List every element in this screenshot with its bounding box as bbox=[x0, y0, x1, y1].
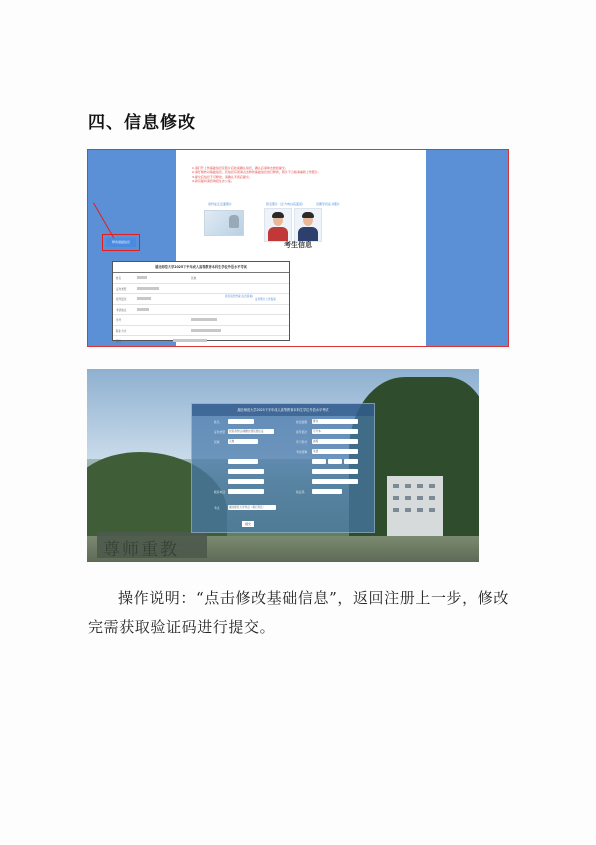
form-row bbox=[192, 478, 374, 486]
row-label: 考试地点 bbox=[116, 308, 127, 312]
row-label: 证件类型 bbox=[116, 287, 127, 291]
field-label: 学习形式 bbox=[296, 440, 308, 444]
form-title: 湖北师范大学2025下半年成人高等教育本科生学位外语水平考试 bbox=[192, 404, 374, 416]
notice-block bbox=[192, 166, 392, 184]
screenshot-registration-form bbox=[87, 369, 479, 562]
value-blur bbox=[137, 308, 149, 311]
id-card-photo bbox=[204, 210, 244, 236]
form-row bbox=[192, 504, 374, 512]
portrait-photo-2 bbox=[294, 208, 322, 242]
study-form-select[interactable]: 函授 bbox=[312, 439, 358, 444]
row-label: 姓名 bbox=[116, 277, 122, 280]
id-type-select[interactable]: 居民身份证/港澳台居民居住证 bbox=[228, 429, 274, 434]
form-row bbox=[192, 418, 374, 426]
form-row bbox=[192, 458, 374, 466]
form-row bbox=[192, 488, 374, 496]
select-input[interactable] bbox=[328, 459, 342, 464]
photo-caption: 报名照片（正方向白底蓝底） bbox=[266, 202, 306, 206]
table-row bbox=[113, 284, 289, 295]
row-label: 学号 bbox=[116, 319, 122, 322]
check-info-link[interactable]: 报名信息核查(点击查看) bbox=[225, 295, 253, 298]
stone-sign bbox=[97, 532, 207, 558]
stone-text: 尊师重教 bbox=[103, 540, 179, 560]
field-label: 姓名 bbox=[214, 420, 220, 424]
form-row bbox=[192, 428, 374, 436]
field-label: 民族 bbox=[214, 440, 220, 444]
select-input[interactable] bbox=[344, 459, 358, 464]
text-input[interactable] bbox=[228, 459, 258, 464]
row-label: 民族 bbox=[191, 277, 197, 280]
portrait-photo bbox=[264, 208, 292, 242]
notice-line: 1.请打开上传基础信息及照片后检查确认信息，确认后请单击按钮提交。 bbox=[192, 166, 288, 170]
row-label: 报考层次 bbox=[116, 298, 127, 301]
registration-form bbox=[191, 403, 375, 533]
upload-guide-link[interactable]: 证件照片上传指南 bbox=[255, 298, 276, 301]
building bbox=[387, 476, 443, 540]
photo-caption: 近期学历证书照片 bbox=[316, 202, 341, 206]
field-label: 考点 bbox=[214, 506, 220, 510]
text-input[interactable] bbox=[312, 479, 358, 484]
table-row bbox=[113, 305, 289, 316]
text-input[interactable] bbox=[228, 479, 264, 484]
submit-button[interactable]: 提交 bbox=[242, 521, 254, 527]
name-input[interactable] bbox=[228, 419, 254, 424]
notice-line: 3.提交后信息不可修改，请确认无误后提交。 bbox=[192, 174, 252, 179]
notice-line: 2.请仔细核对基础信息，若信息有误请点击修改基础信息进行修改，照片不合格请重新上传照片。 bbox=[192, 170, 321, 175]
table-row bbox=[113, 294, 289, 305]
field-label: 验证码 bbox=[296, 490, 305, 494]
table-row bbox=[113, 315, 289, 326]
value-blur bbox=[137, 276, 147, 279]
field-label: 联系电话 bbox=[214, 490, 226, 494]
text-input[interactable] bbox=[312, 469, 358, 474]
notice-line: 4.如有疑问请咨询招生办公室。 bbox=[192, 179, 234, 184]
photo-caption: 身份证正反面照片 bbox=[208, 202, 233, 206]
select-input[interactable] bbox=[312, 459, 326, 464]
language-select[interactable]: 英语 bbox=[312, 449, 358, 454]
field-label: 考试语种 bbox=[296, 450, 308, 454]
value-blur bbox=[137, 297, 151, 300]
field-label: 政治面貌 bbox=[296, 420, 308, 424]
level-select[interactable]: 专升本 bbox=[312, 429, 358, 434]
ethnicity-select[interactable]: 汉族 bbox=[228, 439, 258, 444]
table-row bbox=[113, 326, 289, 337]
section-heading: 四、信息修改 bbox=[88, 113, 196, 133]
value-blur bbox=[173, 339, 207, 342]
info-table bbox=[112, 261, 290, 341]
exam-site-select[interactable]: 湖北师范大学考点（黄石考区） bbox=[228, 505, 276, 510]
table-title: 湖北师范大学2025下半年成人高等教育本科生学位外语水平考试 bbox=[113, 262, 289, 273]
instruction-caption: 操作说明：“点击修改基础信息”，返回注册上一步，修改完需获取验证码进行提交。 bbox=[88, 589, 509, 636]
info-title: 考生信息 bbox=[284, 241, 312, 249]
table-row bbox=[113, 336, 289, 346]
value-blur bbox=[191, 329, 221, 332]
modify-basic-info-button[interactable]: 修改基础信息 bbox=[106, 238, 136, 247]
phone-input[interactable] bbox=[228, 489, 264, 494]
field-label: 证件类型 bbox=[214, 430, 226, 434]
captcha-input[interactable] bbox=[312, 489, 342, 494]
form-row bbox=[192, 468, 374, 476]
text-input[interactable] bbox=[228, 469, 264, 474]
row-label: 照片 bbox=[116, 340, 122, 343]
table-row bbox=[113, 273, 289, 284]
field-label: 报考层次 bbox=[296, 430, 308, 434]
photo-row bbox=[204, 202, 404, 242]
form-row bbox=[192, 448, 374, 456]
value-blur bbox=[137, 287, 159, 290]
politics-select[interactable]: 群众 bbox=[312, 419, 358, 424]
form-row bbox=[192, 438, 374, 446]
value-blur bbox=[191, 318, 217, 321]
row-label: 联系方式 bbox=[116, 329, 127, 333]
